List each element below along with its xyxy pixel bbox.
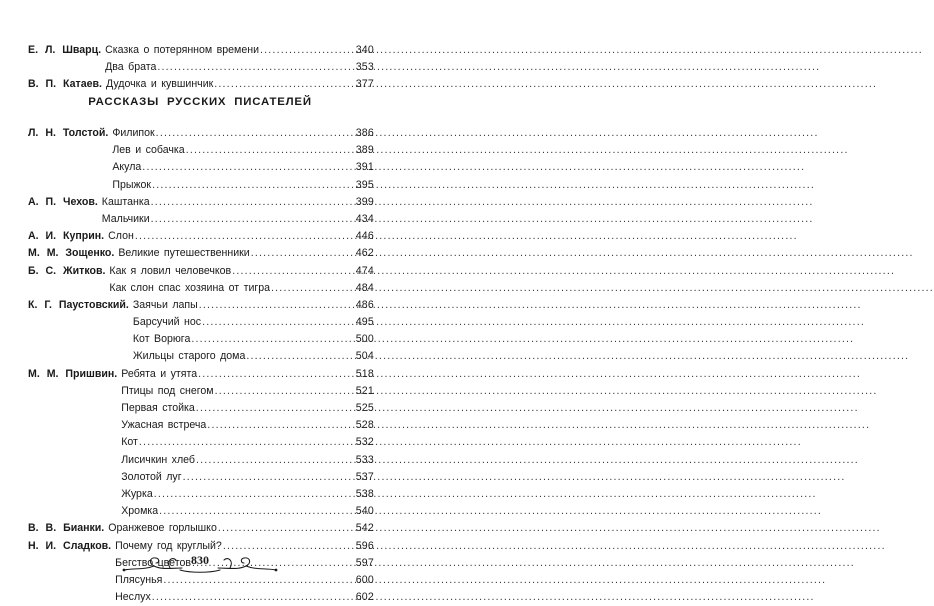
toc-title: Барсучий нос: [132, 316, 202, 329]
toc-page-number: 525: [355, 402, 374, 414]
toc-page-number: 540: [355, 505, 374, 518]
page-number-ornament: [110, 548, 290, 574]
toc-author: Н. И. Сладков.: [28, 539, 112, 552]
toc-page-number: 377: [355, 78, 374, 91]
toc-entry-continued: [28, 503, 374, 520]
toc-page-number: 462: [355, 247, 374, 260]
toc-author: А. И. Куприн.: [28, 230, 105, 243]
toc-dot-leader: [152, 589, 355, 606]
toc-title: Каштанка: [101, 195, 150, 208]
toc-title: Хромка: [121, 505, 159, 518]
toc-title: Кот: [121, 436, 138, 449]
toc-entry: [28, 245, 374, 262]
toc-title: Золотой луг: [121, 470, 182, 483]
toc-page-number: 518: [355, 367, 374, 380]
toc-author: Л. Н. Толстой.: [28, 127, 109, 139]
toc-dot-leader: [196, 400, 355, 417]
toc-dot-leader: [251, 245, 355, 262]
toc-page-number: 500: [355, 333, 374, 346]
toc-page-number: 538: [355, 487, 374, 500]
toc-title: Два брата: [105, 61, 157, 74]
toc-page-number: 602: [355, 591, 374, 604]
toc-author: М. М. Пришвин.: [28, 367, 118, 380]
toc-entry-continued: [28, 434, 374, 451]
toc-entry-continued: [28, 177, 374, 194]
toc-entry-continued: [28, 572, 374, 589]
toc-page-number: 340: [355, 44, 374, 56]
toc-page-number: 486: [355, 298, 374, 311]
toc-dot-leader: [157, 59, 354, 76]
toc-page-number: 446: [355, 230, 374, 243]
toc-entry: [28, 125, 374, 142]
toc-dot-leader: [139, 434, 355, 451]
page-number: 830: [191, 553, 209, 567]
toc-dot-leader: [163, 572, 354, 589]
toc-dot-leader: [199, 297, 355, 314]
toc-entry-continued: [28, 159, 374, 176]
toc-page-number: 484: [355, 281, 374, 294]
toc-entry-continued: [28, 486, 374, 503]
toc-entry-continued: [28, 280, 374, 297]
book-page: [0, 0, 400, 604]
toc-entry: [28, 297, 374, 314]
toc-title: Первая стойка: [121, 402, 195, 414]
toc-dot-leader: [135, 228, 355, 245]
toc-page-number: 597: [355, 556, 374, 569]
toc-page-number: 596: [355, 539, 374, 552]
toc-title: Лев и собачка: [112, 144, 185, 157]
toc-dot-leader: [191, 331, 354, 348]
toc-entry-continued: [28, 589, 374, 606]
toc-page-number: 504: [355, 350, 374, 363]
toc-entry-continued: [28, 417, 374, 434]
toc-author: Б. С. Житков.: [28, 264, 106, 277]
toc-page-number: 495: [355, 316, 374, 329]
toc-title: Бегство цветов: [115, 556, 191, 569]
toc-title: Дудочка и кувшинчик: [105, 78, 214, 91]
toc-page-number: 391: [355, 161, 374, 174]
toc-dot-leader: [152, 177, 355, 194]
toc-title: Ужасная встреча: [121, 419, 207, 432]
toc-title: Лисичкин хлеб: [121, 453, 195, 466]
toc-title: Ребята и утята: [121, 367, 198, 380]
toc-entry-continued: [28, 348, 374, 365]
toc-page-number: 532: [355, 436, 374, 449]
toc-title: Слон: [108, 230, 134, 243]
toc-title: Мальчики: [101, 212, 150, 225]
toc-page-number: 542: [355, 522, 374, 535]
toc-title: Жильцы старого дома: [132, 350, 246, 363]
toc-dot-leader: [183, 469, 355, 486]
toc-page-number: 389: [355, 144, 374, 157]
toc-page-number: 434: [355, 212, 374, 225]
toc-author: К. Г. Паустовский.: [28, 298, 129, 311]
toc-dot-leader: [151, 211, 355, 228]
toc-dot-leader: [151, 194, 355, 211]
toc-title: Как я ловил человечков: [109, 264, 232, 277]
toc-dot-leader: [202, 314, 355, 331]
toc-entry-continued: [28, 331, 374, 348]
toc-page-number: 528: [355, 419, 374, 432]
toc-entry-continued: [28, 314, 374, 331]
toc-entry: [28, 76, 374, 93]
toc-author: В. В. Бианки.: [28, 522, 105, 535]
toc-title: Прыжок: [112, 178, 152, 191]
toc-entry: [28, 520, 374, 537]
toc-page-number: 537: [355, 470, 374, 483]
toc-entry: [28, 366, 374, 383]
contents-list-top: [28, 42, 374, 94]
toc-entry: [28, 194, 374, 211]
toc-dot-leader: [271, 280, 355, 297]
toc-title: Как слон спас хозяина от тигра: [109, 281, 271, 294]
toc-dot-leader: [218, 520, 355, 537]
toc-author: А. П. Чехов.: [28, 195, 98, 208]
toc-dot-leader: [232, 263, 355, 280]
toc-dot-leader: [156, 125, 355, 142]
toc-title: Неслух: [115, 591, 151, 604]
toc-entry-continued: [28, 383, 374, 400]
toc-title: Кот Ворюга: [132, 333, 191, 346]
toc-entry-continued: [28, 469, 374, 486]
toc-author: Е. Л. Шварц.: [28, 44, 102, 56]
toc-page-number: 521: [355, 384, 374, 397]
toc-title: Филипок: [112, 127, 155, 139]
toc-title: Сказка о потерянном времени: [105, 44, 259, 56]
toc-dot-leader: [215, 383, 355, 400]
toc-page-number: 353: [355, 61, 374, 74]
toc-dot-leader: [198, 366, 355, 383]
toc-page-number: 395: [355, 178, 374, 191]
toc-title: Акула: [112, 161, 142, 174]
toc-entry-continued: [28, 142, 374, 159]
toc-entry-continued: [28, 452, 374, 469]
toc-entry-continued: [28, 59, 374, 76]
toc-title: Оранжевое горлышко: [108, 522, 217, 535]
toc-dot-leader: [196, 452, 355, 469]
toc-dot-leader: [186, 142, 355, 159]
toc-title: Заячьи лапы: [132, 298, 198, 311]
toc-dot-leader: [214, 76, 354, 93]
toc-dot-leader: [159, 503, 355, 520]
toc-title: Плясунья: [115, 573, 163, 586]
section-heading: РАССКАЗЫ РУССКИХ ПИСАТЕЛЕЙ: [88, 96, 312, 108]
toc-title: Птицы под снегом: [121, 384, 214, 397]
toc-entry: [28, 228, 374, 245]
toc-entry: [28, 42, 374, 59]
toc-page-number: 600: [355, 573, 374, 586]
toc-dot-leader: [154, 486, 355, 503]
toc-dot-leader: [260, 42, 355, 59]
toc-title: Журка: [121, 487, 153, 500]
toc-entry-continued: [28, 211, 374, 228]
toc-page-number: 474: [355, 264, 374, 277]
toc-page-number: 386: [355, 127, 374, 139]
toc-dot-leader: [142, 159, 354, 176]
toc-author: В. П. Катаев.: [28, 78, 102, 91]
toc-entry-continued: [28, 400, 374, 417]
toc-dot-leader: [246, 348, 354, 365]
toc-page-number: 533: [355, 453, 374, 466]
toc-dot-leader: [207, 417, 354, 434]
toc-page-number: 399: [355, 195, 374, 208]
toc-title: Почему год круглый?: [115, 539, 222, 552]
contents-list-section: [28, 125, 374, 606]
toc-entry: [28, 263, 374, 280]
toc-author: М. М. Зощенко.: [28, 247, 115, 260]
toc-title: Великие путешественники: [118, 247, 250, 260]
